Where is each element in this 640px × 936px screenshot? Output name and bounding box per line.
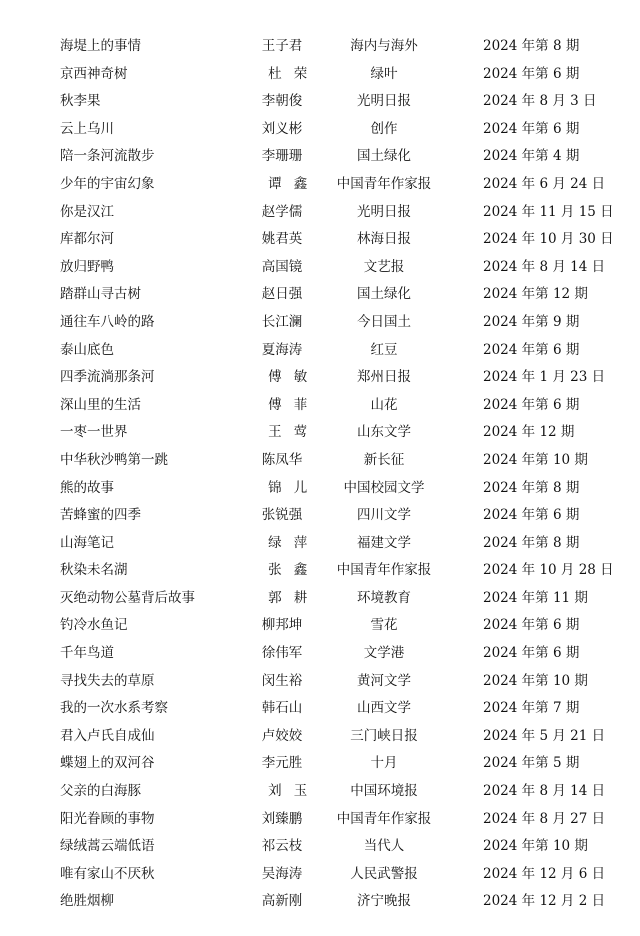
work-title: 中华秋沙鸭第一跳 <box>60 451 168 468</box>
publication-name: 福建文学 <box>357 534 411 551</box>
list-item <box>0 640 640 668</box>
publication-name: 绿叶 <box>370 65 398 82</box>
author-name: 闵生裕 <box>261 672 303 689</box>
work-title: 灭绝动物公墓背后故事 <box>60 589 195 606</box>
publication-name: 人民武警报 <box>350 865 418 882</box>
work-title: 钓冷水鱼记 <box>60 617 128 634</box>
publication-name: 山花 <box>370 396 398 413</box>
work-title: 少年的宇宙幻象 <box>60 175 155 192</box>
author-name: 卢姣姣 <box>261 727 303 744</box>
author-name: 长江澜 <box>261 313 303 330</box>
list-item <box>0 888 640 916</box>
author-name: 锦儿 <box>268 479 320 496</box>
publication-date: 2024 年第 12 期 <box>483 286 588 303</box>
publication-name: 四川文学 <box>357 507 411 524</box>
work-title: 通往车八岭的路 <box>60 313 155 330</box>
work-title: 踏群山寻古树 <box>60 286 141 303</box>
author-name: 郭耕 <box>268 589 320 606</box>
publication-name: 黄河文学 <box>357 672 411 689</box>
list-item <box>0 447 640 475</box>
publication-date: 2024 年 8 月 14 日 <box>483 783 606 800</box>
list-item <box>0 171 640 199</box>
publication-name: 光明日报 <box>357 203 411 220</box>
publication-name: 红豆 <box>370 341 398 358</box>
work-title: 泰山底色 <box>60 341 114 358</box>
publication-name: 雪花 <box>370 617 398 634</box>
list-item <box>0 61 640 89</box>
author-name: 王子君 <box>261 38 303 54</box>
publication-date: 2024 年第 8 期 <box>483 534 580 551</box>
author-name: 傅敏 <box>268 369 320 386</box>
author-name: 刘玉 <box>268 783 320 800</box>
list-item <box>0 861 640 889</box>
publication-name: 环境教育 <box>357 589 411 606</box>
work-title: 绝胜烟柳 <box>60 893 114 910</box>
publication-date: 2024 年 8 月 3 日 <box>483 93 597 110</box>
list-item <box>0 364 640 392</box>
author-name: 刘义彬 <box>261 120 303 137</box>
work-title: 唯有家山不厌秋 <box>60 865 155 882</box>
publication-date: 2024 年第 4 期 <box>483 148 580 165</box>
list-item <box>0 254 640 282</box>
work-title: 放归野鸭 <box>60 258 114 275</box>
work-title: 寻找失去的草原 <box>60 672 155 689</box>
publication-date: 2024 年第 6 期 <box>483 341 580 358</box>
publication-date: 2024 年第 6 期 <box>483 120 580 137</box>
publication-date: 2024 年 12 月 2 日 <box>483 893 606 910</box>
list-item <box>0 778 640 806</box>
publication-date: 2024 年第 6 期 <box>483 396 580 413</box>
author-name: 李朝俊 <box>261 93 303 110</box>
publication-name: 山西文学 <box>357 700 411 717</box>
publication-name: 文艺报 <box>363 258 405 275</box>
list-item <box>0 226 640 254</box>
list-item <box>0 695 640 723</box>
list-item <box>0 199 640 227</box>
list-item <box>0 281 640 309</box>
author-name: 赵学儒 <box>261 203 303 220</box>
author-name: 柳邦坤 <box>261 617 303 634</box>
publication-name: 文学港 <box>363 645 405 662</box>
list-item <box>0 612 640 640</box>
list-item <box>0 585 640 613</box>
publication-name: 今日国土 <box>357 313 411 330</box>
publication-date: 2024 年第 8 期 <box>483 38 580 54</box>
publication-date: 2024 年 1 月 23 日 <box>483 369 606 386</box>
author-name: 杜荣 <box>268 65 320 82</box>
list-item <box>0 530 640 558</box>
publication-date: 2024 年第 11 期 <box>483 589 588 606</box>
author-name: 张鑫 <box>268 562 320 579</box>
list-item <box>0 116 640 144</box>
publication-name: 中国青年作家报 <box>336 562 432 579</box>
author-name: 高国镜 <box>261 258 303 275</box>
list-item <box>0 33 640 61</box>
works-list <box>0 33 640 916</box>
author-name: 陈凤华 <box>261 451 303 468</box>
publication-name: 新长征 <box>363 451 405 468</box>
work-title: 君入卢氏自成仙 <box>60 727 155 744</box>
publication-date: 2024 年第 6 期 <box>483 507 580 524</box>
author-name: 祁云枝 <box>261 838 303 855</box>
publication-date: 2024 年 6 月 24 日 <box>483 175 606 192</box>
work-title: 千年鸟道 <box>60 645 114 662</box>
publication-date: 2024 年第 7 期 <box>483 700 580 717</box>
work-title: 我的一次水系考察 <box>60 700 168 717</box>
publication-name: 当代人 <box>363 838 405 855</box>
work-title: 一枣一世界 <box>60 424 128 441</box>
publication-date: 2024 年 10 月 28 日 <box>483 562 614 579</box>
publication-name: 创作 <box>370 120 398 137</box>
publication-name: 海内与海外 <box>350 38 418 54</box>
work-title: 秋染未名湖 <box>60 562 128 579</box>
publication-name: 济宁晚报 <box>357 893 411 910</box>
publication-name: 林海日报 <box>357 231 411 248</box>
publication-name: 郑州日报 <box>357 369 411 386</box>
publication-date: 2024 年 12 月 6 日 <box>483 865 606 882</box>
publication-date: 2024 年第 6 期 <box>483 65 580 82</box>
list-item <box>0 502 640 530</box>
work-title: 深山里的生活 <box>60 396 141 413</box>
author-name: 吴海涛 <box>261 865 303 882</box>
work-title: 库都尔河 <box>60 231 114 248</box>
publication-date: 2024 年第 10 期 <box>483 451 588 468</box>
publication-name: 十月 <box>370 755 398 772</box>
publication-date: 2024 年第 9 期 <box>483 313 580 330</box>
work-title: 京西神奇树 <box>60 65 128 82</box>
list-item <box>0 557 640 585</box>
list-item <box>0 143 640 171</box>
list-item <box>0 419 640 447</box>
author-name: 姚君英 <box>261 231 303 248</box>
publication-name: 中国青年作家报 <box>336 175 432 192</box>
author-name: 夏海涛 <box>261 341 303 358</box>
publication-date: 2024 年第 8 期 <box>483 479 580 496</box>
work-title: 云上乌川 <box>60 120 114 137</box>
work-title: 父亲的白海豚 <box>60 783 141 800</box>
work-title: 蝶翅上的双河谷 <box>60 755 155 772</box>
publication-date: 2024 年 10 月 30 日 <box>483 231 614 248</box>
publication-name: 中国环境报 <box>350 783 418 800</box>
list-item <box>0 309 640 337</box>
publication-date: 2024 年第 10 期 <box>483 838 588 855</box>
publication-date: 2024 年 5 月 21 日 <box>483 727 606 744</box>
author-name: 刘臻鹏 <box>261 810 303 827</box>
author-name: 高新刚 <box>261 893 303 910</box>
work-title: 山海笔记 <box>60 534 114 551</box>
list-item <box>0 806 640 834</box>
work-title: 你是汉江 <box>60 203 114 220</box>
publication-name: 三门峡日报 <box>350 727 418 744</box>
publication-date: 2024 年 8 月 14 日 <box>483 258 606 275</box>
work-title: 苦蜂蜜的四季 <box>60 507 141 524</box>
publication-name: 中国青年作家报 <box>336 810 432 827</box>
publication-name: 山东文学 <box>357 424 411 441</box>
work-title: 秋李果 <box>60 93 101 110</box>
publication-name: 光明日报 <box>357 93 411 110</box>
publication-name: 中国校园文学 <box>343 479 425 496</box>
list-item <box>0 475 640 503</box>
author-name: 绿萍 <box>268 534 320 551</box>
work-title: 四季流淌那条河 <box>60 369 155 386</box>
work-title: 阳光眷顾的事物 <box>60 810 155 827</box>
author-name: 李珊珊 <box>261 148 303 165</box>
author-name: 徐伟军 <box>261 645 303 662</box>
work-title: 陪一条河流散步 <box>60 148 155 165</box>
work-title: 绿绒蒿云端低语 <box>60 838 155 855</box>
list-item <box>0 833 640 861</box>
author-name: 谭鑫 <box>268 175 320 192</box>
author-name: 赵日强 <box>261 286 303 303</box>
publication-date: 2024 年第 5 期 <box>483 755 580 772</box>
author-name: 张锐强 <box>261 507 303 524</box>
list-item <box>0 723 640 751</box>
list-item <box>0 88 640 116</box>
publication-date: 2024 年第 6 期 <box>483 617 580 634</box>
work-title: 海堤上的事情 <box>60 38 141 54</box>
author-name: 李元胜 <box>261 755 303 772</box>
publication-date: 2024 年第 6 期 <box>483 645 580 662</box>
author-name: 王莺 <box>268 424 320 441</box>
work-title: 熊的故事 <box>60 479 114 496</box>
publication-date: 2024 年第 10 期 <box>483 672 588 689</box>
publication-date: 2024 年 11 月 15 日 <box>483 203 614 220</box>
list-item <box>0 337 640 365</box>
author-name: 傅菲 <box>268 396 320 413</box>
author-name: 韩石山 <box>261 700 303 717</box>
publication-name: 国土绿化 <box>357 148 411 165</box>
publication-date: 2024 年 8 月 27 日 <box>483 810 606 827</box>
list-item <box>0 750 640 778</box>
publication-date: 2024 年 12 期 <box>483 424 575 441</box>
list-item <box>0 392 640 420</box>
publication-name: 国土绿化 <box>357 286 411 303</box>
list-item <box>0 668 640 696</box>
